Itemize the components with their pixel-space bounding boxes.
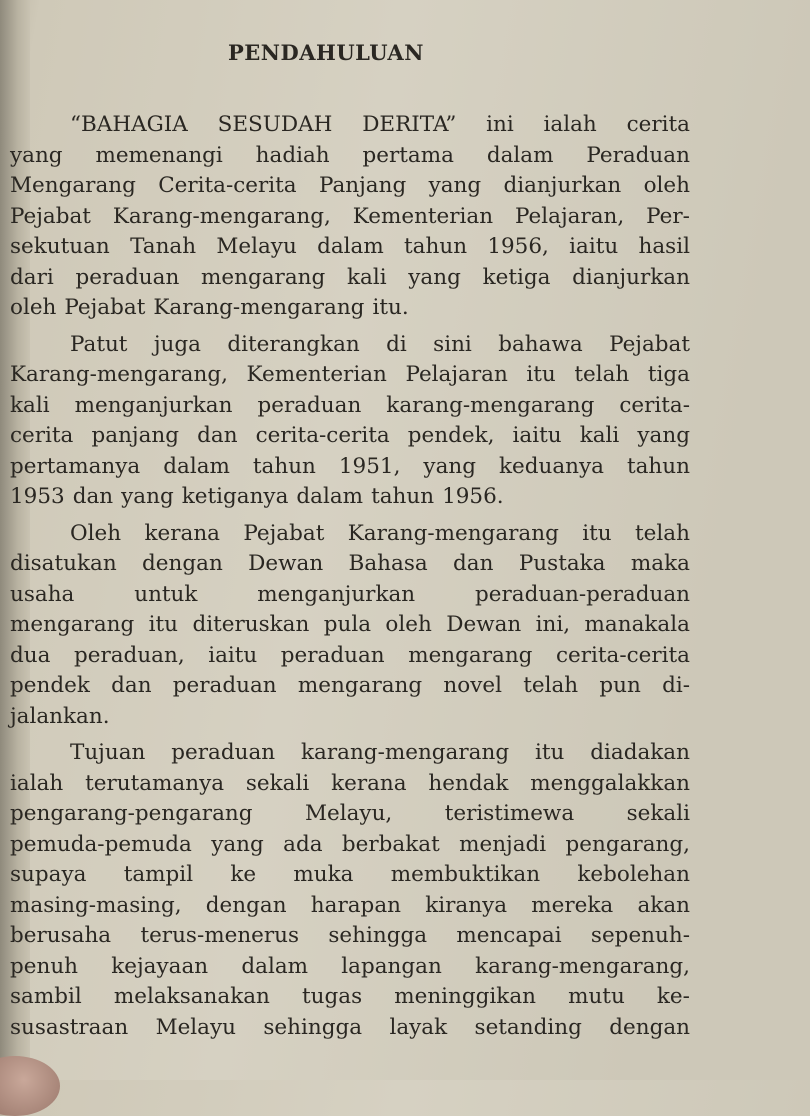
text-line: Pejabat Karang-mengarang, Kementerian Pelajaran, Per- bbox=[10, 203, 690, 229]
text-line: masing-masing, dengan harapan kiranya mereka akan bbox=[10, 892, 690, 918]
text-line: pengarang-pengarang Melayu, teristimewa sekali bbox=[10, 801, 690, 826]
text-line: mengarang itu diteruskan pula oleh Dewan ini, manakala bbox=[10, 612, 690, 637]
text-line: supaya tampil ke muka membuktikan kebolehan bbox=[10, 862, 690, 887]
text-line: Karang-mengarang, Kementerian Pelajaran itu telah tiga bbox=[10, 362, 690, 387]
text-line: cerita panjang dan cerita-cerita pendek, iaitu kali yang bbox=[10, 423, 690, 448]
page-title: PENDAHULUAN bbox=[228, 40, 424, 65]
text-line: dua peraduan, iaitu peraduan mengarang cerita-cerita bbox=[10, 642, 690, 668]
text-line: Mengarang Cerita-cerita Panjang yang dianjurkan oleh bbox=[10, 173, 690, 198]
text-line: Oleh kerana Pejabat Karang-mengarang itu telah bbox=[70, 520, 690, 546]
text-line: ialah terutamanya sekali kerana hendak menggalakkan bbox=[10, 770, 690, 796]
thumb bbox=[0, 1056, 60, 1116]
text-line: 1953 dan yang ketiganya dalam tahun 1956. bbox=[10, 484, 504, 509]
text-line: “BAHAGIA SESUDAH DERITA” ini ialah cerita bbox=[70, 112, 690, 137]
text-line: usaha untuk menganjurkan peraduan-peraduan bbox=[10, 581, 690, 607]
paragraph bbox=[10, 738, 690, 1043]
text-line: disatukan dengan Dewan Bahasa dan Pustaka maka bbox=[10, 551, 690, 576]
text-line: yang memenangi hadiah pertama dalam Peraduan bbox=[10, 142, 690, 168]
paragraph bbox=[10, 519, 690, 733]
text-line: jalankan. bbox=[10, 703, 110, 729]
text-line: oleh Pejabat Karang-mengarang itu. bbox=[10, 295, 409, 320]
text-line: pertamanya dalam tahun 1951, yang keduanya tahun bbox=[10, 453, 690, 479]
text-line: penuh kejayaan dalam lapangan karang-mengarang, bbox=[10, 953, 690, 979]
text-line: berusaha terus-menerus sehingga mencapai sepenuh- bbox=[10, 923, 690, 948]
text-line: kali menganjurkan peraduan karang-mengarang cerita- bbox=[10, 392, 690, 418]
body-text bbox=[10, 110, 690, 1043]
text-line: dari peraduan mengarang kali yang ketiga dianjurkan bbox=[10, 264, 690, 290]
text-line: sambil melaksanakan tugas meninggikan mutu ke- bbox=[10, 984, 690, 1009]
text-line: pendek dan peraduan mengarang novel telah pun di- bbox=[10, 673, 690, 698]
text-line: sekutuan Tanah Melayu dalam tahun 1956, iaitu hasil bbox=[10, 234, 690, 259]
paragraph bbox=[10, 330, 690, 513]
text-line: Patut juga diterangkan di sini bahawa Pejabat bbox=[70, 331, 690, 357]
paragraph bbox=[10, 110, 690, 324]
text-line: pemuda-pemuda yang ada berbakat menjadi pengarang, bbox=[10, 831, 690, 857]
text-line: Tujuan peraduan karang-mengarang itu diadakan bbox=[70, 740, 690, 765]
text-line: susastraan Melayu sehingga layak setanding dengan bbox=[10, 1014, 690, 1040]
